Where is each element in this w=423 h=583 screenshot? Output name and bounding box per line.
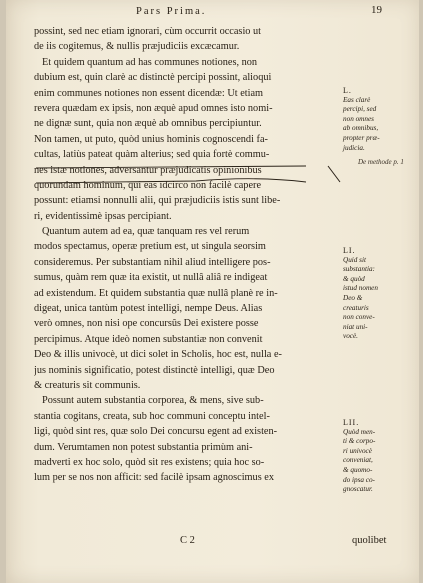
article-number: LI. (343, 246, 356, 255)
marginal-line: niat uni- (343, 322, 368, 331)
text-line: Non tamen, ut puto, quòd unius hominis cognoscendi fa- (34, 133, 268, 145)
text-line: modos spectamus, operæ pretium est, ut singula seorsim (34, 241, 266, 253)
text-line: stantia cogitans, creata, sub hoc communi conceptu intel- (34, 410, 270, 422)
marginal-line: gnoscatur. (343, 485, 373, 494)
text-line: dum. Verumtamen non potest substantia primùm ani- (34, 441, 253, 453)
marginal-line: ri univocè (343, 446, 372, 455)
marginal-note-50 (343, 86, 380, 153)
marginal-line: istud nomen (343, 284, 378, 293)
marginal-line: & quomo- (343, 465, 373, 474)
signature-mark: C 2 (180, 535, 195, 546)
marginal-line: judicia. (343, 143, 365, 152)
marginal-line: ab omnibus, (343, 124, 379, 133)
marginal-line: Quid sit (343, 255, 366, 264)
text-line: Quantum autem ad ea, quæ tanquam res vel rerum (42, 226, 250, 238)
body-text (34, 24, 336, 486)
text-line: sumus, quàm rem quæ ita existit, ut nullâ aliâ re indigeat (34, 272, 268, 284)
text-line: Possunt autem substantia corporea, & mens, sive sub- (42, 395, 264, 407)
text-line: Et quidem quantum ad has communes notiones, non (42, 56, 258, 68)
marginal-line: non conve- (343, 313, 375, 322)
marginal-note-52 (343, 418, 375, 495)
marginal-line: propter præ- (343, 133, 380, 142)
text-line: ne dignæ sunt, quia non æquè ab omnibus percipiuntur. (34, 118, 262, 130)
text-line: cultas, latiùs pateat quàm alterius; sed quia fortè commu- (34, 149, 270, 161)
text-line: dubium est, quin clarè ac distinctè percipi possint, alioqui (34, 72, 272, 84)
text-line: de iis cogitemus, & nullis præjudiciis excæcamur. (34, 41, 240, 53)
article-number: LII. (343, 418, 360, 427)
text-line: nes istæ notiones, adversantur præjudicatis opinionibus (34, 164, 262, 176)
text-line: verò omnes, non nisi ope concursûs Dei existere posse (34, 318, 259, 330)
page-number: 19 (371, 4, 382, 16)
marginal-line: substantia: (343, 265, 375, 274)
text-line: Deo & illis univocè, ut dici solet in Scholis, hoc est, nulla e- (34, 349, 282, 361)
running-head: Pars Prima. (136, 6, 207, 17)
marginal-note-51 (343, 246, 378, 342)
text-line: ligi, quòd sint res, quæ solo Dei concursu egent ad existen- (34, 426, 278, 438)
text-line: digeat, unica tantùm potest intelligi, nempe Deus. Alias (34, 303, 263, 315)
text-line: possint, sed nec etiam ignorari, cùm occurrit occasio ut (34, 26, 262, 37)
marginal-line: Deo & (343, 293, 363, 302)
text-line: ad existendum. Et quidem substantia quæ nullâ planè re in- (34, 287, 278, 299)
marginal-line: ti & corpo- (343, 437, 376, 446)
marginal-line: Quòd men- (343, 427, 376, 436)
text-line: & creaturis sit communis. (34, 379, 141, 391)
marginal-line: & quòd (343, 274, 365, 283)
marginal-line: conveniat, (343, 456, 373, 465)
catchword: quolibet (352, 535, 387, 546)
book-page (6, 0, 419, 583)
marginal-line: Eas clarè (343, 95, 371, 104)
article-number: L. (343, 86, 352, 95)
marginal-line: vocè. (343, 332, 358, 341)
marginal-line: percipi, sed (343, 105, 377, 114)
text-line: jus nominis significatio, potest distinctè intelligi, quæ Deo (34, 364, 275, 376)
text-line: quorundam hominum, qui eas idcirco non facilè capere (34, 179, 262, 191)
text-line: lum per se nos non afficit: sed facilè ipsam agnoscimus ex (34, 472, 275, 484)
text-line: consideremus. Per substantiam nihil aliud intelligere pos- (34, 256, 271, 268)
text-line: percipimus. Atque ideò nomen substantiæ non convenit (34, 333, 263, 345)
marginal-line: non omnes (343, 114, 374, 123)
marginal-line: do ipsa co- (343, 475, 375, 484)
text-line: ri, evidentissimè ipsas percipiant. (34, 210, 172, 222)
text-line: possunt: etiamsi nonnulli alii, qui præjudiciis istis sunt libe- (34, 195, 281, 207)
text-line: madverti ex hoc solo, quòd sit res existens; quia hoc so- (34, 456, 265, 468)
handwritten-note: De methode p. 1 (358, 158, 404, 166)
marginal-line: creaturis (343, 303, 369, 312)
text-line: enim communes notiones non essent dicendæ: Ut etiam (34, 87, 264, 99)
text-line: revera quædam ex ipsis, non æquè apud omnes isto nomi- (34, 102, 273, 114)
